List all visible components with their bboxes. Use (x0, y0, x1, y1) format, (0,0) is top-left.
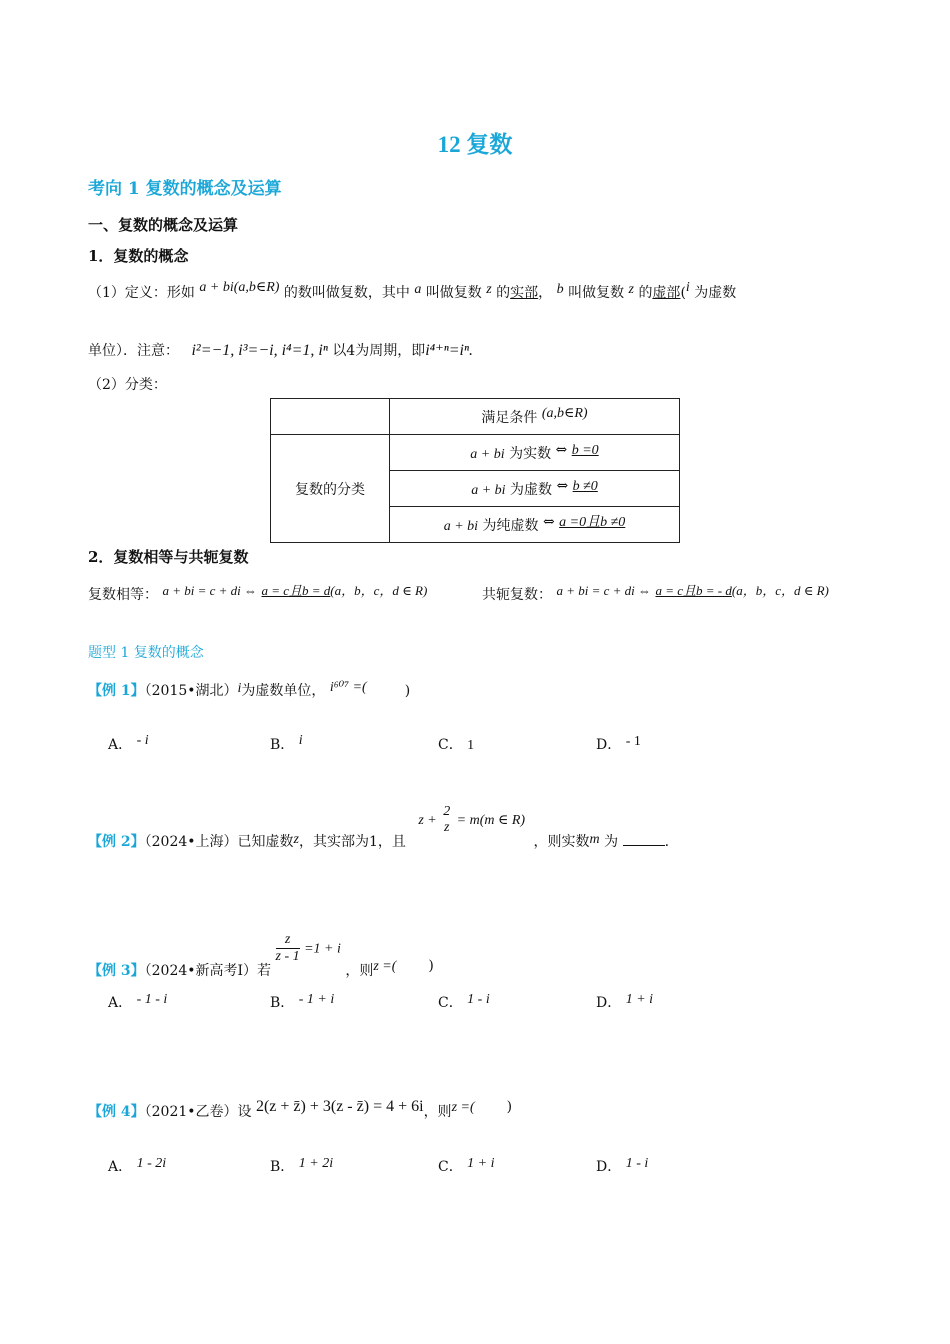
example-source: （2015•湖北） (144, 683, 238, 699)
example-text-2: ，则 (423, 1104, 452, 1120)
example-expr-2: z =( (373, 958, 397, 974)
example-close: ) (404, 683, 411, 699)
def-text-1: 的数叫做复数，其中 (283, 285, 410, 301)
choice-value: 1 + 2i (298, 1156, 334, 1171)
choice-c[interactable] (438, 992, 490, 1012)
row-expr: a + bi (471, 482, 506, 498)
choice-d[interactable] (596, 734, 641, 754)
table-corner (271, 399, 390, 435)
def-comma: ， (538, 285, 553, 301)
example-text-4: 为 (604, 834, 619, 850)
row-expr: a + bi (443, 518, 479, 534)
row-cond: b =0 (571, 442, 599, 458)
choice-a[interactable] (108, 1156, 166, 1176)
row-kind: 为实数 (509, 445, 552, 462)
conjugate-label: 共轭复数： (482, 587, 552, 603)
choice-letter: D． (596, 737, 622, 753)
choice-value: 1 + i (467, 1156, 495, 1171)
choice-d[interactable] (596, 1156, 648, 1176)
choice-value: 1 (467, 738, 475, 753)
choice-a[interactable] (108, 992, 167, 1012)
row-kind: 为纯虚数 (482, 517, 539, 534)
example-3 (88, 932, 434, 979)
row-cond: a =0且b ≠0 (559, 514, 626, 530)
unit-text: 单位）．注意： (88, 343, 179, 359)
equality-cond: a = c且b = d (261, 583, 331, 598)
def-a: a (414, 282, 422, 297)
row-iff: ⇔ (555, 441, 568, 458)
example-1 (88, 680, 410, 700)
example-end: . (664, 834, 670, 850)
table-header-text: 满足条件 (481, 409, 538, 426)
choice-a[interactable] (108, 734, 149, 754)
example-text: 已知虚数 (237, 834, 294, 850)
choice-c[interactable] (438, 1156, 495, 1176)
def-z-1: z (486, 282, 492, 297)
table-row (390, 435, 680, 471)
subheading-equality: 2．复数相等与共轭复数 (88, 548, 249, 566)
conjugate-cond: a = c且b = - d (655, 583, 732, 598)
fraction-numerator: z (276, 932, 300, 949)
def-expression: a + bi(a,b∈R) (199, 280, 280, 295)
example-var-m: m (589, 832, 600, 847)
def-real-part: 实部 (510, 285, 539, 301)
definition-line (88, 282, 736, 302)
def-z-2: z (628, 282, 634, 297)
unit-expression-2: i⁴⁺ⁿ=iⁿ. (425, 342, 474, 359)
conjugate-expr: a + bi = c + di ⇔ (556, 583, 652, 598)
example-2 (88, 804, 670, 850)
def-imag-part: 虚部 (652, 285, 681, 301)
equality-line (88, 580, 428, 603)
equality-label: 复数相等： (88, 587, 158, 603)
type-heading: 题型 1 复数的概念 (88, 645, 204, 661)
row-iff: ⇔ (542, 513, 555, 530)
row-expr: a + bi (470, 446, 505, 462)
unit-expression: i²=−1, i³=−i, i⁴=1, iⁿ (191, 342, 328, 359)
choice-value: - i (136, 733, 149, 748)
subheading-1: 一、复数的概念及运算 (88, 216, 239, 234)
example-var-i: i (237, 681, 242, 696)
unit-period: 以4为周期，即 (332, 343, 426, 359)
equality-tail: (a，b，c，d ∈ R) (330, 583, 428, 598)
choice-letter: C． (438, 995, 463, 1011)
choice-letter: B． (270, 737, 295, 753)
row-iff: ⇔ (556, 477, 569, 494)
fraction-denominator: z (443, 820, 450, 835)
table-header (390, 399, 680, 435)
choice-letter: B． (270, 995, 295, 1011)
example-text: 设 (237, 1104, 252, 1120)
example-close: ) (506, 1099, 513, 1115)
example-expr: i⁶⁰⁷ =( (329, 680, 367, 695)
def-b: b (556, 282, 564, 297)
equality-expr: a + bi = c + di ⇔ (162, 583, 258, 598)
conjugate-line (482, 580, 829, 603)
def-text-4: 叫做复数 (568, 285, 625, 301)
row-kind: 为虚数 (509, 481, 552, 498)
def-paren: ( (680, 285, 686, 301)
example-text: 若 (257, 962, 272, 979)
example-expr-post: =1 + i (304, 941, 341, 957)
choice-value: - 1 (625, 734, 641, 749)
example-expr-pre: z + (418, 813, 437, 828)
example-fraction (441, 804, 452, 836)
example-tag: 【例 2】 (88, 834, 145, 850)
answer-blank[interactable] (623, 833, 665, 846)
def-text-5: 的 (638, 285, 653, 301)
example-source: （2024•上海） (144, 834, 238, 850)
conjugate-tail: (a，b，c，d ∈ R) (731, 583, 829, 598)
table-row (390, 471, 680, 507)
choice-letter: C． (438, 1159, 463, 1175)
section-heading: 考向 1 复数的概念及运算 (88, 179, 282, 199)
choice-letter: A． (108, 1159, 133, 1175)
classification-label: （2）分类： (88, 377, 167, 393)
example-tag: 【例 1】 (88, 683, 145, 699)
choice-letter: D． (596, 995, 622, 1011)
def-text-2: 叫做复数 (425, 285, 482, 301)
choice-value: i (298, 733, 303, 748)
example-tag: 【例 3】 (88, 962, 145, 979)
example-4 (88, 1096, 513, 1120)
choice-value: 1 - 2i (136, 1156, 167, 1171)
choice-letter: C． (438, 737, 463, 753)
choice-letter: D． (596, 1159, 622, 1175)
def-end: 为虚数 (694, 285, 737, 301)
example-close: ) (428, 957, 434, 974)
table-header-expr: (a,b∈R) (541, 405, 588, 421)
example-source: （2021•乙卷） (144, 1104, 238, 1120)
choice-c[interactable] (438, 734, 474, 754)
choice-value: 1 - i (467, 992, 490, 1007)
unit-line (88, 340, 473, 360)
example-var-z: z (293, 832, 299, 847)
choice-letter: B． (270, 1159, 295, 1175)
table-row (390, 507, 680, 543)
row-cond: b ≠0 (572, 478, 598, 494)
table-row-label: 复数的分类 (271, 435, 390, 543)
choice-d[interactable] (596, 992, 653, 1012)
fraction-numerator: 2 (443, 804, 451, 819)
example-tag: 【例 4】 (88, 1104, 145, 1120)
fraction-denominator: z - 1 (275, 949, 300, 964)
page-title: 12 复数 (437, 132, 513, 157)
subheading-concept: 1．复数的概念 (88, 247, 189, 265)
choice-b[interactable] (270, 1156, 333, 1176)
example-text-2: ，则 (345, 962, 374, 979)
def-i: i (685, 280, 690, 295)
choice-letter: A． (108, 995, 133, 1011)
def-text-3: 的 (496, 285, 511, 301)
choice-letter: A． (108, 737, 133, 753)
choice-value: 1 + i (625, 992, 654, 1007)
example-text-2: ，其实部为1，且 (298, 834, 406, 850)
choice-b[interactable] (270, 734, 303, 754)
choice-value: - 1 - i (136, 992, 168, 1007)
choice-value: 1 - i (625, 1156, 649, 1171)
classification-table (270, 398, 680, 543)
example-text-3: ，则实数 (533, 834, 590, 850)
choice-value: - 1 + i (298, 992, 335, 1007)
example-source: （2024•新高考Ⅰ） (144, 962, 258, 979)
example-expr: 2(z + z̄) + 3(z - z̄) = 4 + 6i (255, 1098, 424, 1115)
example-expr-post: = m(m ∈ R) (456, 813, 526, 828)
example-expr-2: z =( (451, 1100, 475, 1115)
choice-b[interactable] (270, 992, 334, 1012)
example-fraction (276, 932, 300, 965)
def-label: （1）定义：形如 (88, 285, 195, 301)
example-text: 为虚数单位， (241, 683, 326, 699)
